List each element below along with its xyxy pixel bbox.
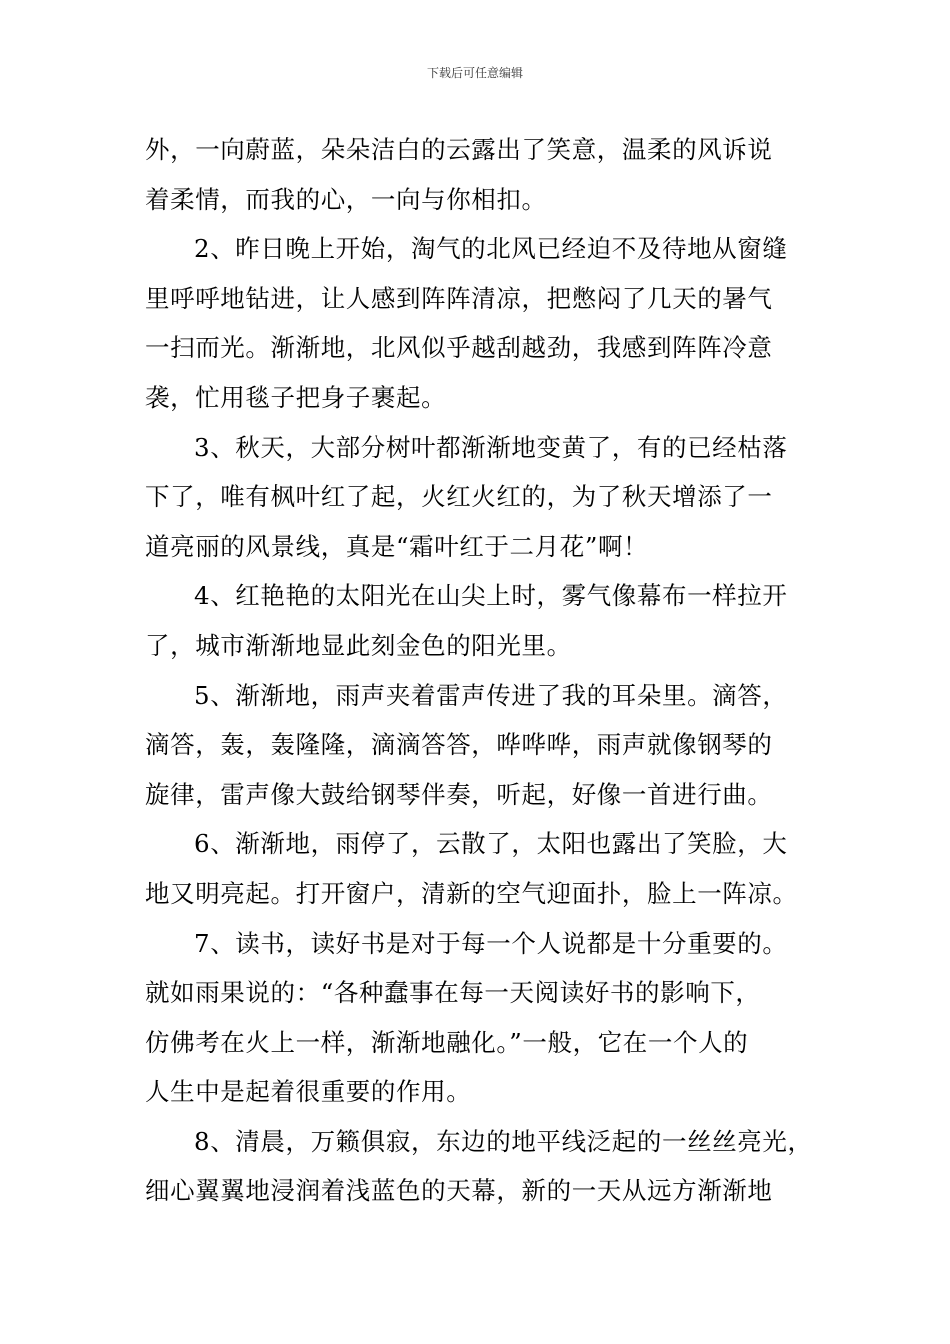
page-header: 下载后可任意编辑 xyxy=(426,66,523,80)
text-line: 了，城市渐渐地显此刻金色的阳光里。 xyxy=(145,630,572,660)
text-line: 6、渐渐地，雨停了，云散了，太阳也露出了笑脸，大 xyxy=(194,829,788,859)
text-line: 着柔情，而我的心，一向与你相扣。 xyxy=(145,184,547,214)
text-line: 下了，唯有枫叶红了起，火红火红的，为了秋天增添了一 xyxy=(145,482,773,512)
text-line: 3、秋天，大部分树叶都渐渐地变黄了，有的已经枯落 xyxy=(194,432,788,462)
text-line: 仿佛考在火上一样，渐渐地融化。”一般，它在一个人的 xyxy=(145,1027,749,1057)
text-line: 7、读书，读好书是对于每一个人说都是十分重要的。 xyxy=(194,928,788,958)
text-line: 一扫而光。渐渐地，北风似乎越刮越劲，我感到阵阵冷意 xyxy=(145,333,773,363)
text-line: 道亮丽的风景线，真是“霜叶红于二月花”啊！ xyxy=(145,531,649,561)
text-line: 5、渐渐地，雨声夹着雷声传进了我的耳朵里。滴答， xyxy=(194,680,788,710)
text-line: 2、昨日晚上开始，淘气的北风已经迫不及待地从窗缝 xyxy=(194,234,788,264)
text-line: 4、红艳艳的太阳光在山尖上时，雾气像幕布一样拉开 xyxy=(194,581,788,611)
text-line: 旋律，雷声像大鼓给钢琴伴奏，听起，好像一首进行曲。 xyxy=(145,779,773,809)
text-line: 就如雨果说的：“各种蠢事在每一天阅读好书的影响下， xyxy=(145,978,761,1008)
text-line: 里呼呼地钻进，让人感到阵阵清凉，把憋闷了几天的暑气 xyxy=(145,283,773,313)
text-line: 外，一向蔚蓝，朵朵洁白的云露出了笑意，温柔的风诉说 xyxy=(145,135,773,164)
document-body xyxy=(145,125,815,1216)
text-line: 袭，忙用毯子把身子裹起。 xyxy=(145,382,447,412)
text-line: 细心翼翼地浸润着浅蓝色的天幕，新的一天从远方渐渐地 xyxy=(145,1176,773,1206)
text-line: 人生中是起着很重要的作用。 xyxy=(145,1077,472,1107)
text-line: 8、清晨，万籁俱寂，东边的地平线泛起的一丝丝亮光， xyxy=(194,1126,813,1156)
text-line: 地又明亮起。打开窗户，清新的空气迎面扑，脸上一阵凉。 xyxy=(145,878,798,908)
text-line: 滴答，轰，轰隆隆，滴滴答答，哗哗哗，雨声就像钢琴的 xyxy=(145,730,773,760)
